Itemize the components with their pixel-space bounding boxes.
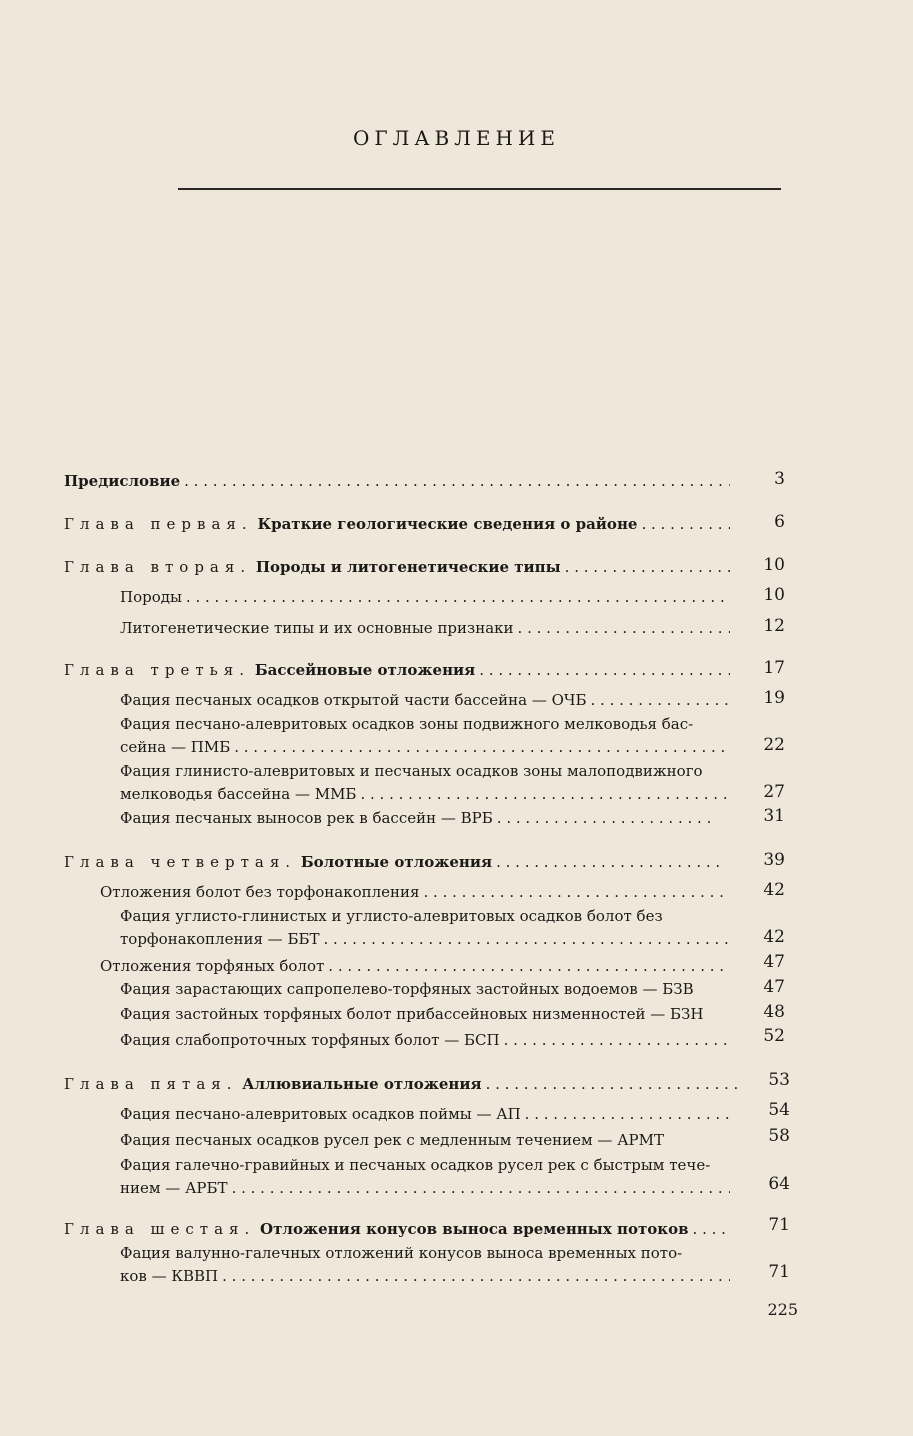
toc-entry-facies — [120, 735, 730, 759]
leader-dots — [230, 735, 730, 759]
toc-entry-facies — [120, 1102, 730, 1126]
entry-title: Отложения торфяных болот — [100, 957, 325, 975]
entry-first-line: Фация галечно-гравийных и песчаных осадков русел рек с быстрым тече- — [120, 1156, 711, 1174]
toc-entry-facies — [120, 1176, 730, 1200]
toc-entry-chapter-4 — [64, 850, 724, 874]
entry-page-number: 10 — [763, 585, 785, 605]
entry-page-number: 12 — [763, 616, 785, 636]
leader-dots — [420, 880, 730, 904]
entry-page-number: 31 — [763, 806, 785, 826]
entry-page-number: 3 — [774, 469, 785, 489]
leader-dots — [521, 1102, 730, 1126]
leader-dots — [356, 782, 730, 806]
leader-dots — [475, 658, 730, 682]
entry-first-line: Фация глинисто-алевритовых и песчаных осадков зоны малоподвижного — [120, 762, 703, 780]
entry-page-number: 71 — [768, 1215, 790, 1235]
entry-page-number: 47 — [763, 952, 785, 972]
entry-page-number: 10 — [763, 555, 785, 575]
leader-dots — [500, 1028, 730, 1052]
entry-page-number: 39 — [763, 850, 785, 870]
entry-first-line: Фация песчано-алевритовых осадков зоны подвижного мелководья бас- — [120, 715, 694, 733]
leader-dots — [514, 616, 730, 640]
toc-entry-preface — [64, 469, 730, 493]
entry-title: нием — АРБТ — [120, 1179, 228, 1197]
entry-title: Фация песчано-алевритовых осадков поймы — АП — [120, 1105, 521, 1123]
entry-first-line: Фация валунно-галечных отложений конусов выноса временных пото- — [120, 1244, 683, 1262]
toc-entry-facies — [120, 806, 710, 830]
entry-title: Фация слабопроточных торфяных болот — БСП — [120, 1031, 500, 1049]
leader-dots — [182, 585, 730, 609]
entry-page-number: 54 — [768, 1100, 790, 1120]
toc-entry-chapter-2 — [64, 555, 730, 579]
leader-dots — [482, 1072, 744, 1096]
entry-title: Предисловие — [64, 472, 181, 490]
toc-entry-facies — [120, 688, 730, 712]
entry-title: торфонакопления — ББТ — [120, 930, 320, 948]
toc-entry-section — [120, 616, 730, 640]
toc-entry-chapter-1 — [64, 512, 730, 536]
chapter-label: Глава третья. — [64, 661, 251, 679]
entry-page-number: 27 — [763, 782, 785, 802]
toc-entry-chapter-3 — [64, 658, 730, 682]
entry-title: сейна — ПМБ — [120, 738, 231, 756]
leader-dots — [637, 512, 730, 536]
entry-title: Бассейновые отложения — [254, 661, 476, 679]
entry-title: мелководья бассейна — ММБ — [120, 785, 357, 803]
entry-page-number: 47 — [763, 977, 785, 997]
entry-title: Породы и литогенетические типы — [255, 558, 561, 576]
leader-dots — [587, 688, 730, 712]
entry-title: ков — КВВП — [120, 1267, 219, 1285]
entry-page-number: 19 — [763, 688, 785, 708]
toc-entry-facies — [120, 782, 730, 806]
toc-entry-chapter-5 — [64, 1072, 744, 1096]
entry-title: Аллювиальные отложения — [242, 1075, 482, 1093]
toc-entry-chapter-6 — [64, 1217, 730, 1241]
leader-dots — [561, 555, 730, 579]
entry-page-number: 48 — [763, 1002, 785, 1022]
leader-dots — [228, 1176, 730, 1200]
toc-entry-facies — [120, 1028, 730, 1052]
toc-entry-section — [100, 880, 730, 904]
leader-dots — [689, 1217, 730, 1241]
chapter-label: Глава шестая. — [64, 1220, 256, 1238]
toc-entry-facies — [120, 977, 745, 1001]
entry-page-number: 42 — [763, 880, 785, 900]
folio-page-number: 225 — [767, 1300, 798, 1319]
entry-page-number: 42 — [763, 927, 785, 947]
leader-dots — [492, 850, 724, 874]
entry-title: Отложения болот без торфонакопления — [100, 883, 420, 901]
entry-page-number: 58 — [768, 1126, 790, 1146]
leader-dots — [320, 927, 731, 951]
entry-page-number: 64 — [768, 1174, 790, 1194]
entry-page-number: 53 — [768, 1070, 790, 1090]
page-title: ОГЛАВЛЕНИЕ — [353, 126, 560, 150]
toc-entry-facies — [120, 927, 730, 951]
leader-dots — [493, 806, 710, 830]
toc-entry-facies — [120, 1264, 730, 1288]
chapter-label: Глава первая. — [64, 515, 253, 533]
toc-entry-section — [100, 954, 730, 978]
entry-page-number: 6 — [774, 512, 785, 532]
entry-title: Фация песчаных выносов рек в бассейн — ВРБ — [120, 809, 493, 827]
entry-title: Породы — [120, 588, 182, 606]
leader-dots — [218, 1264, 730, 1288]
entry-title: Фация зарастающих сапропелево-торфяных застойных водоемов — БЗВ — [120, 980, 694, 998]
entry-title: Краткие геологические сведения о районе — [257, 515, 638, 533]
chapter-label: Глава пятая. — [64, 1075, 238, 1093]
chapter-label: Глава четвертая. — [64, 853, 297, 871]
entry-page-number: 71 — [768, 1262, 790, 1282]
leader-dots — [180, 469, 730, 493]
entry-title: Отложения конусов выноса временных потоков — [260, 1220, 689, 1238]
entry-page-number: 52 — [763, 1026, 785, 1046]
leader-dots — [324, 954, 730, 978]
entry-first-line: Фация углисто-глинистых и углисто-алевритовых осадков болот без — [120, 907, 663, 925]
entry-title: Литогенетические типы и их основные признаки — [120, 619, 514, 637]
entry-title: Фация застойных торфяных болот прибассейновых низменностей — БЗН — [120, 1005, 704, 1023]
chapter-label: Глава вторая. — [64, 558, 252, 576]
entry-page-number: 22 — [763, 735, 785, 755]
entry-title: Болотные отложения — [300, 853, 493, 871]
entry-page-number: 17 — [763, 658, 785, 678]
toc-entry-facies — [120, 1002, 745, 1026]
entry-title: Фация песчаных осадков русел рек с медленным течением — АРМТ — [120, 1131, 665, 1149]
entry-title: Фация песчаных осадков открытой части бассейна — ОЧБ — [120, 691, 587, 709]
toc-entry-facies — [120, 1128, 745, 1152]
toc-entry-section — [120, 585, 730, 609]
